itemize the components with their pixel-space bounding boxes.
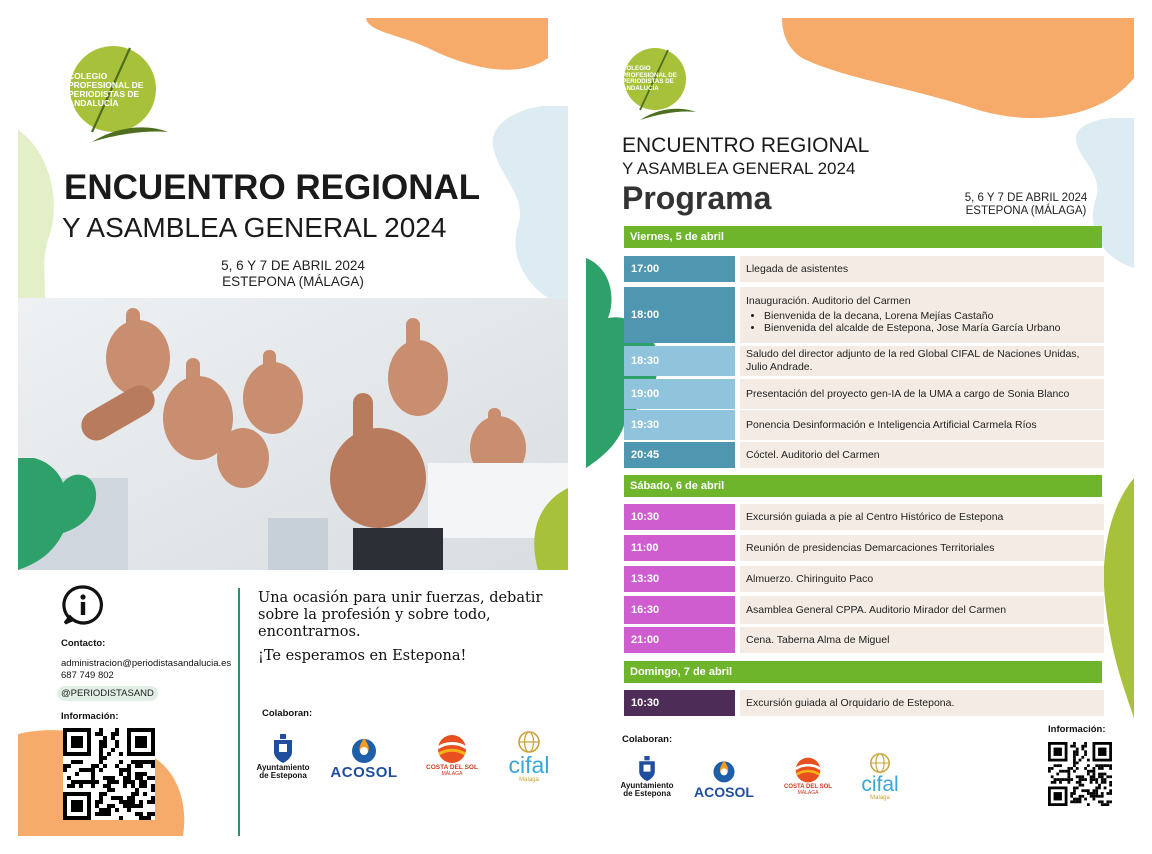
- acosol-drop-icon: [710, 758, 738, 784]
- schedule-row: [624, 535, 1104, 561]
- info-label: Información:: [61, 711, 119, 722]
- qr-code[interactable]: [63, 728, 155, 820]
- day-header: Sábado, 6 de abril: [624, 475, 1102, 497]
- schedule-row: [624, 256, 1104, 282]
- ayuntamiento-line-1: Ayuntamiento: [256, 763, 310, 772]
- event-title: ENCUENTRO REGIONAL: [622, 134, 870, 157]
- poster-event-info: [18, 18, 568, 836]
- event-subtitle: Y ASAMBLEA GENERAL 2024: [622, 159, 856, 178]
- schedule-text: Cena. Taberna Alma de Miguel: [746, 633, 890, 646]
- costa-del-sol-text: COSTA DEL SOL: [426, 764, 478, 771]
- schedule-description: [740, 410, 1104, 440]
- schedule-row: [624, 596, 1104, 624]
- schedule-description: [740, 379, 1104, 409]
- programa-heading: Programa: [622, 180, 772, 216]
- schedule-description: [740, 535, 1104, 561]
- schedule-row: [624, 346, 1104, 376]
- green-leaf-right: [528, 488, 568, 570]
- logo-line-2: PROFESIONAL DE: [622, 71, 677, 79]
- acosol-text: ACOSOL: [694, 784, 754, 800]
- invitation-closing: ¡Te esperamos en Estepona!: [258, 648, 467, 664]
- schedule-bullet: • Bienvenida de la decana, Lorena Mejías Castaño: [764, 310, 1098, 323]
- event-date-place: [946, 192, 1106, 218]
- event-subtitle: Y ASAMBLEA GENERAL 2024: [62, 212, 447, 243]
- event-place: ESTEPONA (MÁLAGA): [965, 205, 1087, 218]
- sponsor-cifal: [496, 730, 562, 783]
- schedule-time: 10:30: [624, 690, 735, 716]
- cppa-logo: [62, 46, 172, 146]
- logo-line-1: COLEGIO: [622, 65, 651, 72]
- sponsor-costa-del-sol: [776, 756, 840, 796]
- schedule-time: 13:30: [624, 566, 735, 592]
- schedule-row: [624, 287, 1104, 343]
- schedule-text: Excursión guiada al Orquidario de Estepona.: [746, 696, 955, 709]
- schedule-bullets: [746, 310, 1098, 335]
- schedule-row: [624, 627, 1104, 653]
- schedule-row: [624, 410, 1104, 440]
- acosol-drop-icon: [348, 736, 380, 764]
- invitation-text: Una ocasión para unir fuerzas, debatir sobre la profesión y sobre todo, encontrarnos.: [258, 590, 543, 641]
- event-date: 5, 6 Y 7 DE ABRIL 2024: [964, 192, 1088, 204]
- costa-del-sol-sun-icon: [435, 734, 469, 764]
- acosol-text: ACOSOL: [330, 764, 398, 781]
- sponsor-acosol: [686, 758, 762, 800]
- sponsor-ayuntamiento: [250, 734, 316, 781]
- logo-line-4: ANDALUCÍA: [622, 84, 659, 92]
- social-handle[interactable]: @PERIODISTASAND: [57, 686, 158, 701]
- schedule-description: [740, 504, 1104, 530]
- logo-line-1: COLEGIO: [68, 71, 108, 81]
- blue-blob-right: [488, 106, 568, 306]
- ayuntamiento-crest-icon: [637, 756, 657, 782]
- ayuntamiento-line-1: Ayuntamiento: [620, 781, 674, 790]
- schedule-time: 21:00: [624, 627, 735, 653]
- schedule-time: 19:00: [624, 379, 735, 409]
- costa-del-sol-sub: MÁLAGA: [441, 771, 463, 777]
- orange-blob-top: [782, 18, 1134, 124]
- cppa-logo: [618, 48, 698, 122]
- ayuntamiento-crest-icon: [272, 734, 294, 764]
- collaborators-label: Colaboran:: [622, 734, 673, 745]
- schedule-text: Excursión guiada a pie al Centro Histórico de Estepona: [746, 510, 1004, 523]
- cifal-sub: Malaga: [519, 777, 539, 783]
- schedule-description: [740, 566, 1104, 592]
- sponsor-ayuntamiento: [616, 756, 678, 799]
- sponsor-costa-del-sol: [418, 734, 486, 777]
- schedule-row: [624, 442, 1104, 468]
- schedule-description: [740, 627, 1104, 653]
- schedule-description: [740, 256, 1104, 282]
- schedule-text: Ponencia Desinformación e Inteligencia Artificial Carmela Ríos: [746, 418, 1037, 431]
- schedule-time: 16:30: [624, 596, 735, 624]
- costa-del-sol-sun-icon: [793, 756, 823, 784]
- schedule-time: 18:30: [624, 346, 735, 376]
- thumbs-up-photo: [18, 298, 568, 570]
- schedule-text: Presentación del proyecto gen-IA de la UMA a cargo de Sonia Blanco: [746, 387, 1070, 400]
- schedule-text: Inauguración. Auditorio del Carmen: [746, 295, 911, 308]
- schedule-row: [624, 379, 1104, 409]
- schedule-text: Almuerzo. Chiringuito Paco: [746, 572, 874, 585]
- cifal-globe-icon: [869, 752, 891, 774]
- sponsor-cifal: [850, 752, 910, 801]
- event-date: 5, 6 Y 7 DE ABRIL 2024: [221, 258, 365, 273]
- collaborators-label: Colaboran:: [262, 708, 313, 719]
- schedule-row: [624, 690, 1104, 716]
- schedule-time: 18:00: [624, 287, 735, 343]
- cifal-sub: Malaga: [870, 795, 890, 801]
- logo-line-4: ANDALUCÍA: [68, 97, 119, 108]
- logo-line-2: PROFESIONAL DE: [68, 79, 144, 90]
- event-date-place: [168, 258, 418, 289]
- info-icon: [62, 584, 104, 626]
- sponsor-acosol: [324, 736, 404, 781]
- schedule-row: [624, 504, 1104, 530]
- schedule-bullet: • Bienvenida del alcalde de Estepona, Jose María García Urbano: [764, 322, 1098, 335]
- poster-program: [586, 18, 1134, 836]
- schedule-description: [740, 690, 1104, 716]
- event-title: ENCUENTRO REGIONAL: [64, 168, 481, 207]
- ayuntamiento-line-2: de Estepona: [259, 771, 307, 781]
- qr-code[interactable]: [1048, 742, 1112, 806]
- ayuntamiento-line-2: de Estepona: [623, 789, 671, 799]
- schedule-time: 17:00: [624, 256, 735, 282]
- schedule-text: Cóctel. Auditorio del Carmen: [746, 448, 880, 461]
- schedule-text: Reunión de presidencias Demarcaciones Territoriales: [746, 541, 995, 554]
- divider-line: [238, 588, 240, 836]
- schedule-time: 11:00: [624, 535, 735, 561]
- event-place: ESTEPONA (MÁLAGA): [222, 273, 364, 289]
- schedule-text: Asamblea General CPPA. Auditorio Mirador del Carmen: [746, 603, 1007, 616]
- schedule-text: Saludo del director adjunto de la red Global CIFAL de Naciones Unidas, Julio Andrade.: [746, 348, 1080, 373]
- cifal-text: cifal: [861, 773, 899, 796]
- day-header: Viernes, 5 de abril: [624, 226, 1102, 248]
- contact-email[interactable]: administracion@periodistasandalucia.es: [61, 658, 232, 669]
- green-leaf-left: [18, 458, 108, 570]
- schedule-time: 20:45: [624, 442, 735, 468]
- cifal-globe-icon: [517, 730, 541, 754]
- schedule-description: [740, 596, 1104, 624]
- contact-phone[interactable]: 687 749 802: [61, 670, 114, 681]
- schedule-description: [740, 346, 1104, 376]
- schedule-time: 10:30: [624, 504, 735, 530]
- schedule-row: [624, 566, 1104, 592]
- costa-del-sol-text: COSTA DEL SOL: [784, 784, 832, 790]
- orange-blob-top: [358, 18, 548, 78]
- day-header: Domingo, 7 de abril: [624, 661, 1102, 683]
- costa-del-sol-sub: MÁLAGA: [797, 790, 819, 796]
- cifal-text: cifal: [508, 752, 550, 778]
- schedule-time: 19:30: [624, 410, 735, 440]
- contact-label: Contacto:: [61, 638, 106, 649]
- schedule-description: [740, 287, 1104, 343]
- info-label: Información:: [1048, 724, 1106, 735]
- schedule-text: Llegada de asistentes: [746, 262, 849, 275]
- logo-line-3: PERIODISTAS DE: [68, 88, 140, 99]
- light-green-blob-left: [18, 130, 68, 320]
- logo-line-3: PERIODISTAS DE: [622, 78, 674, 85]
- schedule-description: [740, 442, 1104, 468]
